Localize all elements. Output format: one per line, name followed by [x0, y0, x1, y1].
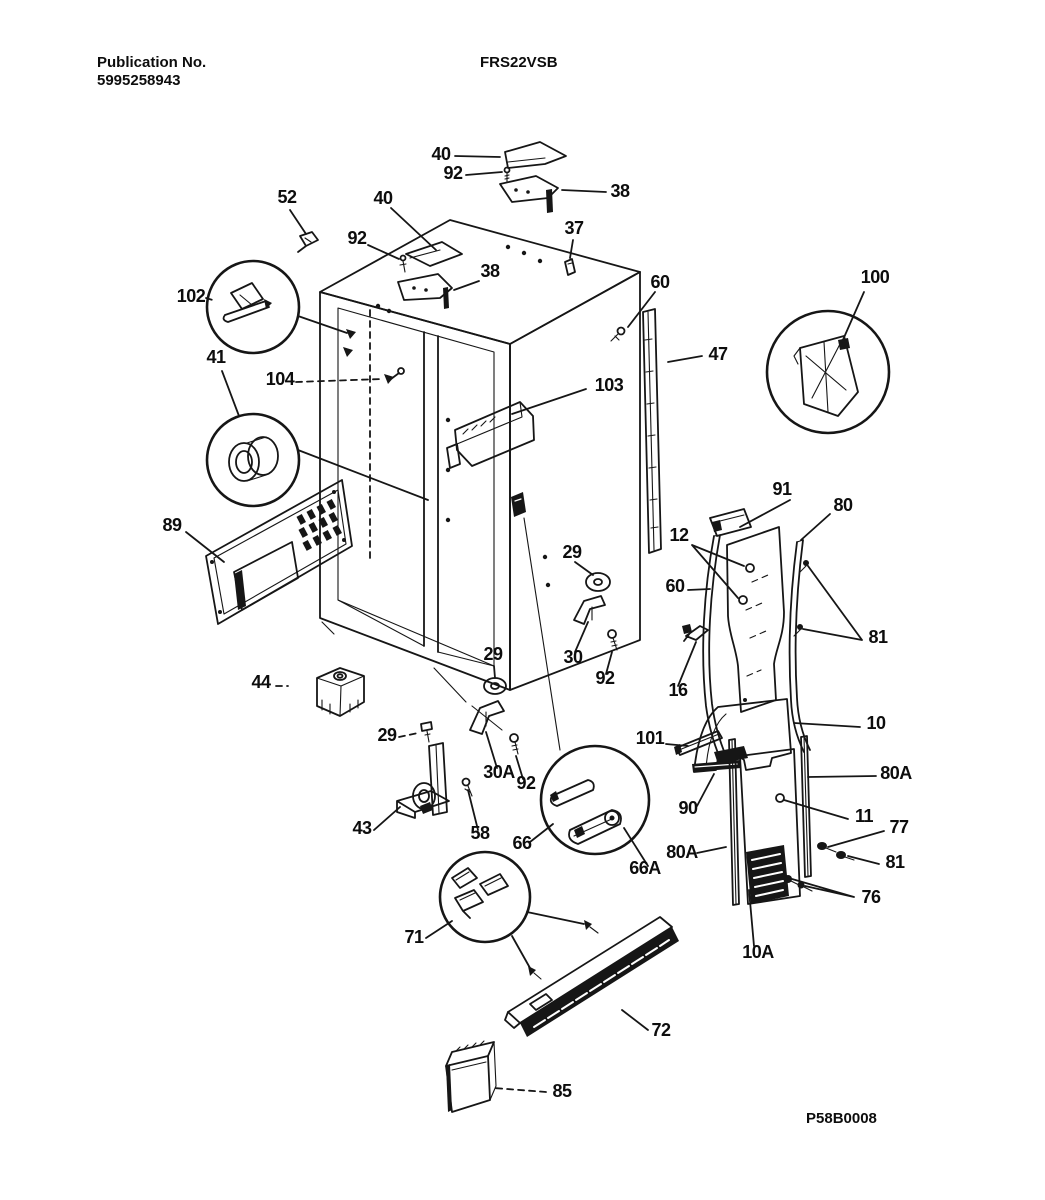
publication-number: 5995258943 [97, 72, 181, 89]
callout-90: 90 [678, 798, 698, 818]
bottom-hinge-43 [397, 743, 472, 818]
lower-rear-assembly [674, 699, 854, 905]
leader-lines [186, 156, 884, 1092]
water-tank-assembly [682, 509, 810, 758]
callout-104: 104 [265, 369, 295, 389]
callout-92-2: 92 [347, 228, 367, 248]
kick-plate-72 [505, 917, 679, 1037]
callout-40-2: 40 [373, 188, 393, 208]
callout-103: 103 [594, 375, 624, 395]
callout-10a: 10A [742, 942, 774, 962]
callout-80: 80 [833, 495, 853, 515]
top-hinge-parts [298, 142, 575, 309]
callout-76: 76 [861, 887, 881, 907]
callout-71: 71 [404, 927, 424, 947]
callout-72: 72 [651, 1020, 671, 1040]
model-number: FRS22VSB [480, 54, 558, 71]
callout-29-2: 29 [483, 644, 503, 664]
callout-91: 91 [772, 479, 792, 499]
detail-circle-100 [767, 311, 889, 433]
callout-66a: 66A [629, 858, 661, 878]
callout-102: 102 [176, 286, 206, 306]
callout-44: 44 [251, 672, 271, 692]
callout-89: 89 [162, 515, 182, 535]
page-text [97, 54, 877, 1127]
door-stop-hardware [421, 573, 617, 754]
callout-16: 16 [668, 680, 688, 700]
diagram-code: P58B0008 [806, 1110, 877, 1127]
callout-29-1: 29 [562, 542, 582, 562]
callout-80a-2: 80A [666, 842, 698, 862]
callout-30a: 30A [483, 762, 515, 782]
callout-60-2: 60 [665, 576, 685, 596]
callout-38-2: 38 [480, 261, 500, 281]
callout-92-4: 92 [516, 773, 536, 793]
callout-37: 37 [564, 218, 584, 238]
callout-41: 41 [206, 347, 226, 367]
callout-58: 58 [470, 823, 490, 843]
callout-labels [162, 144, 912, 1101]
end-cap-85 [446, 1041, 496, 1112]
callout-81-1: 81 [868, 627, 888, 647]
cabinet-shell [320, 220, 640, 750]
detail-circle-41 [207, 414, 299, 506]
detail-circle-71 [440, 852, 598, 979]
callout-10: 10 [866, 713, 886, 733]
line-art [186, 142, 889, 1112]
callout-12: 12 [669, 525, 689, 545]
callout-101: 101 [635, 728, 665, 748]
trim-strip-47 [611, 309, 661, 553]
callout-81-2: 81 [885, 852, 905, 872]
callout-38-1: 38 [610, 181, 630, 201]
control-panel-89 [206, 480, 352, 624]
mount-block-44 [317, 668, 364, 716]
publication-label: Publication No. [97, 54, 207, 71]
callout-43: 43 [352, 818, 372, 838]
callout-100: 100 [860, 267, 890, 287]
detail-circle-66 [541, 746, 649, 854]
callout-80a-1: 80A [880, 763, 912, 783]
callout-30: 30 [563, 647, 583, 667]
callout-77: 77 [889, 817, 909, 837]
callout-40-1: 40 [431, 144, 451, 164]
callout-66: 66 [512, 833, 532, 853]
callout-60-1: 60 [650, 272, 670, 292]
detail-circle-102 [207, 261, 299, 353]
callout-52: 52 [277, 187, 297, 207]
callout-92-1: 92 [443, 163, 463, 183]
callout-11: 11 [854, 806, 874, 826]
callout-85: 85 [552, 1081, 572, 1101]
callout-29-3: 29 [377, 725, 397, 745]
callout-47: 47 [708, 344, 728, 364]
callout-92-3: 92 [595, 668, 615, 688]
